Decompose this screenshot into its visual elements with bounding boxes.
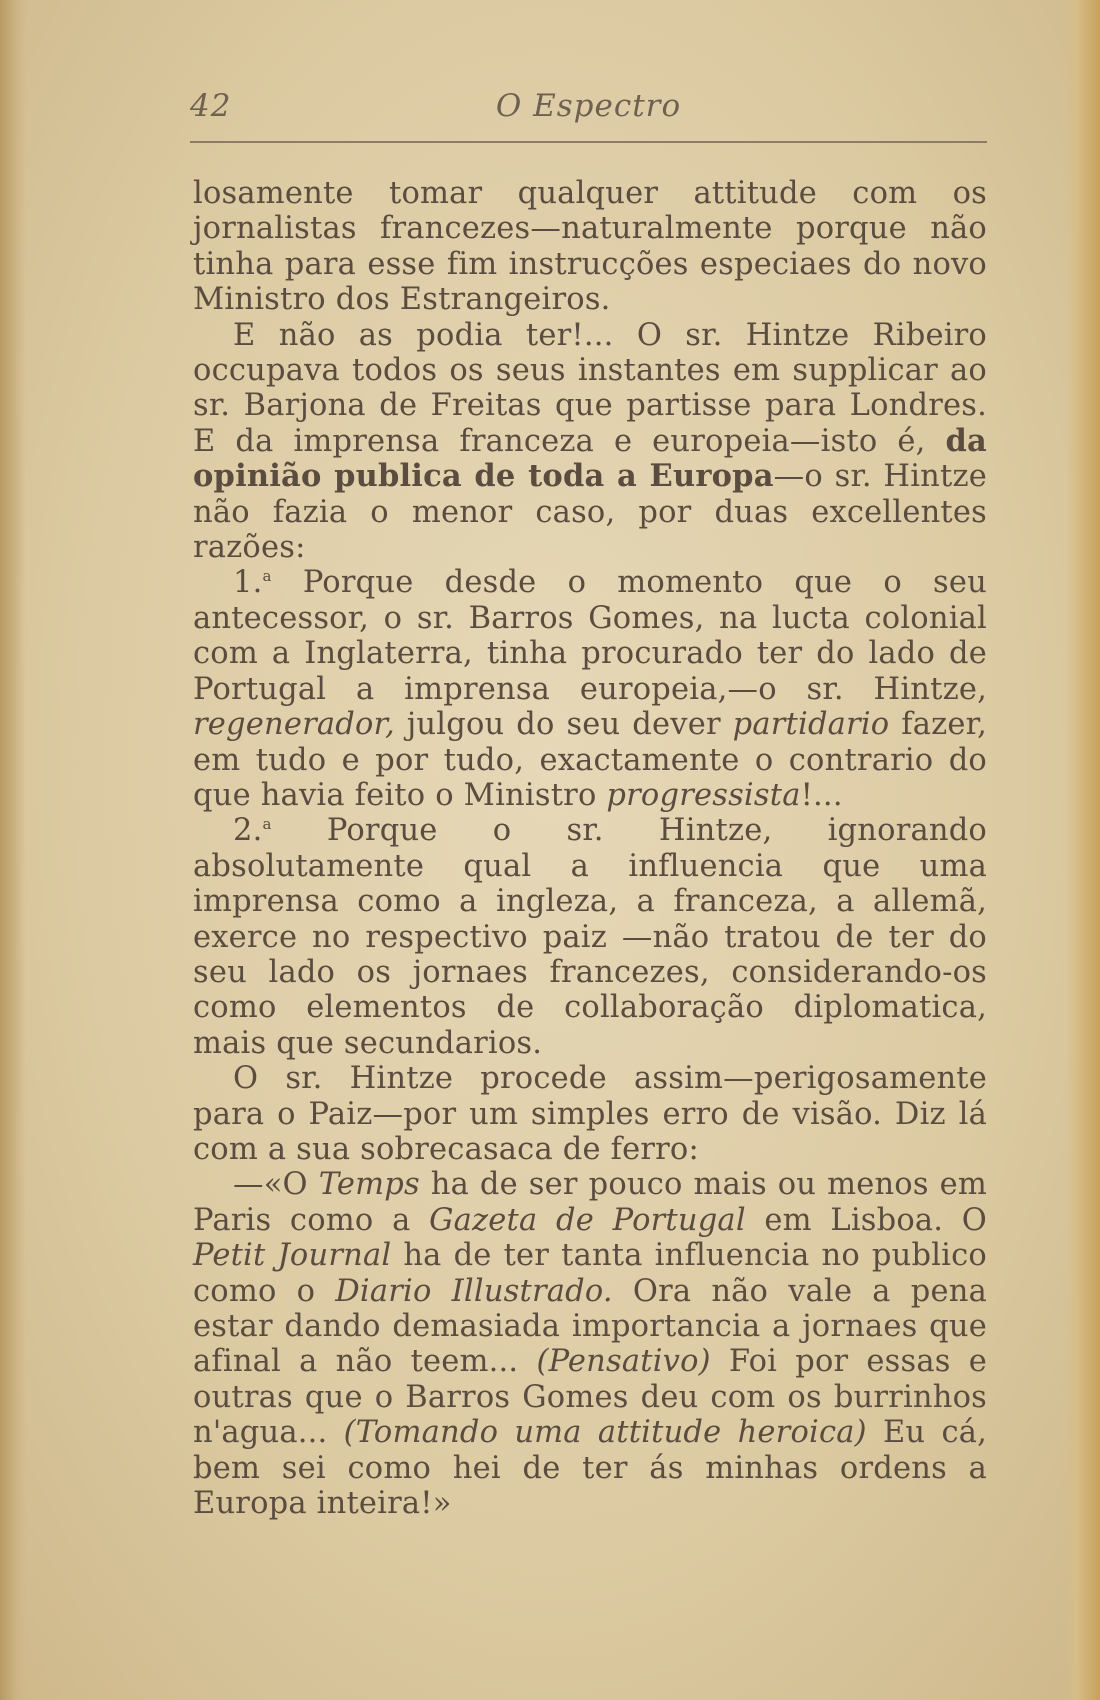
paragraph-1: losamente tomar qualquer attitude com os jornalistas francezes—naturalmente porque não tinha para esse fim instrucções especiaes do novo Ministro dos Estrangeiros.	[193, 176, 987, 318]
paragraph-4: 2.$^a$ Porque o sr. Hintze, ignorando absolutamente qual a influencia que uma imprensa como a ingleza, a franceza, a allemã, exerce no respectivo paiz —não tratou de ter do seu lado os jornaes francezes, considerando-os como elementos de collaboração diplomatica, mais que secundarios.	[193, 813, 987, 1061]
header-rule	[190, 141, 987, 143]
paragraph-5: O sr. Hintze procede assim—perigosamente para o Paiz—por um simples erro de visão. Diz lá com a sua sobrecasaca de ferro:	[193, 1061, 987, 1167]
paragraph-2: E não as podia ter!... O sr. Hintze Ribeiro occupava todos os seus instantes em supplicar ao sr. Barjona de Freitas que partisse para Londres. E da imprensa franceza e europeia—isto é, da opinião publica de toda a Europa—o sr. Hintze não fazia o menor caso, por duas excellentes razões:	[193, 317, 987, 566]
paragraph-6: —«O Temps ha de ser pouco mais ou menos em Paris como a Gazeta de Portugal em Lisboa. O Petit Journal ha de ter tanta influencia no publico como o Diario Illustrado. Ora não vale a pena estar dando demasiada importancia a jornaes que afinal a não teem... (Pensativo) Foi por essas e outras que o Barros Gomes deu com os burrinhos n'agua... (Tomando uma attitude heroica) Eu cá, bem sei como hei de ter ás minhas ordens a Europa inteira!»	[193, 1167, 988, 1522]
page-header	[190, 88, 987, 128]
paragraph-3: 1.$^a$ Porque desde o momento que o seu antecessor, o sr. Barros Gomes, na lucta colonial com a Inglaterra, tinha procurado ter do lado de Portugal a imprensa europeia,—o sr. Hintze, regenerador, julgou do seu dever partidario fazer, em tudo e por tudo, exactamente o contrario do que havia feito o Ministro progressista!...	[193, 565, 987, 813]
page-number: 42	[190, 88, 232, 124]
body-text	[193, 176, 987, 1521]
running-title: O Espectro	[495, 88, 682, 124]
bold-phrase: da opinião publica de toda a Europa	[193, 422, 987, 495]
page-gutter	[0, 0, 26, 1700]
page-edge	[1066, 0, 1100, 1700]
